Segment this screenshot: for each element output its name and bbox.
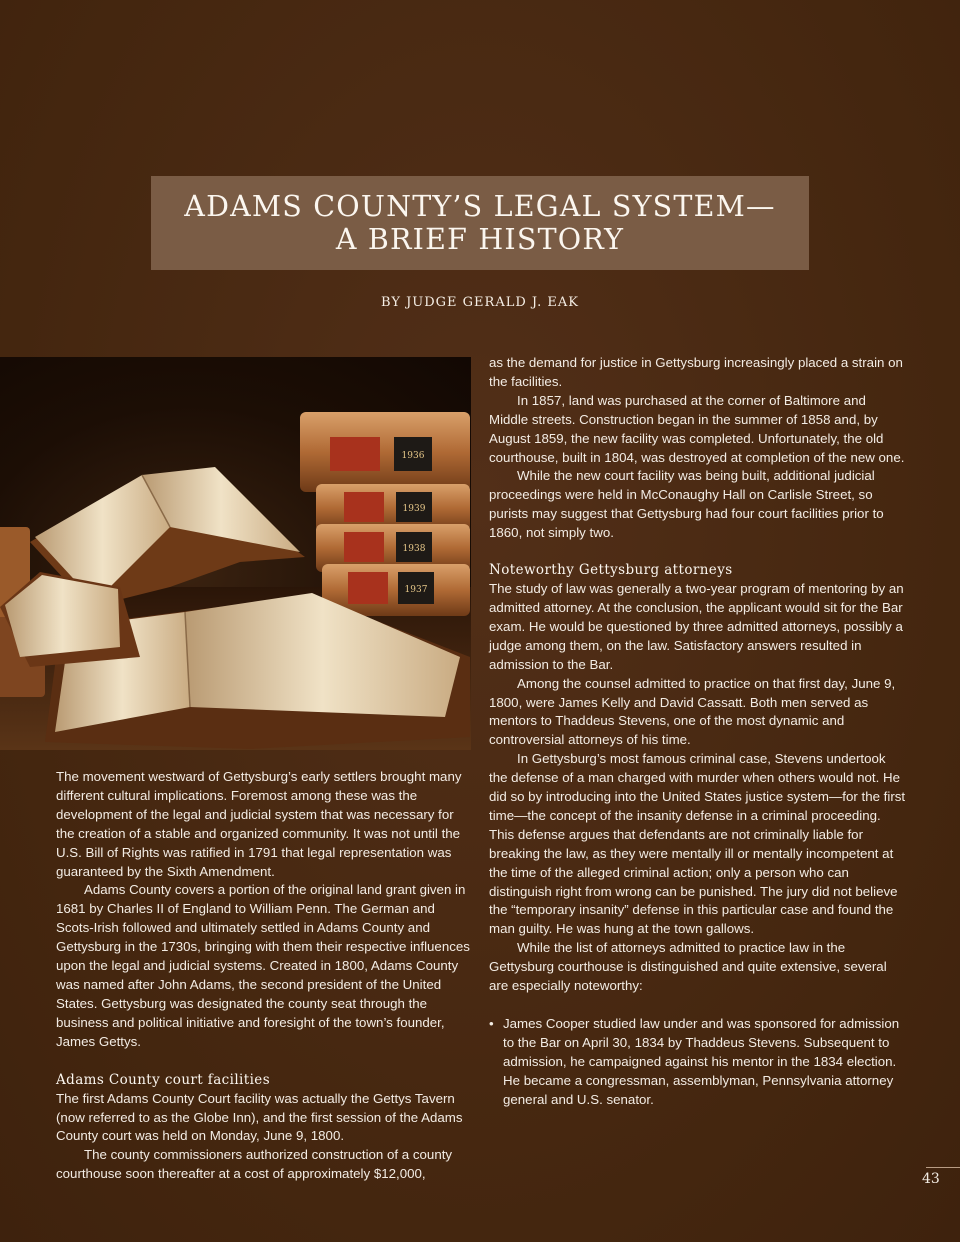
bullet-text: James Cooper studied law under and was sponsored for admission to the Bar on April 30, 1834 by Thaddeus Stevens. Subsequent to admission, he campaigned against his mentor in the 1834 election. He became a congressman, assemblyman, Pennsylvania attorney general and U.S. senator. bbox=[503, 1016, 900, 1107]
section-heading-attorneys: Noteworthy Gettysburg attorneys bbox=[489, 562, 733, 579]
title-banner bbox=[151, 176, 809, 270]
right-paragraph-1: as the demand for justice in Gettysburg increasingly placed a strain on the facilities. bbox=[489, 355, 903, 389]
right-paragraph-5: Among the counsel admitted to practice on that first day, June 9, 1800, were James Kelly and David Cassatt. Both men served as mentors to Thaddeus Stevens, one of the most dynamic and controversial attorneys of his time. bbox=[489, 675, 896, 748]
left-paragraph-3: The first Adams County Court facility was actually the Gettys Tavern (now referred to as the Globe Inn), and the first session of the Adams County court was held on Monday, June 9, 1800. bbox=[56, 1090, 463, 1144]
left-paragraph-4: The county commissioners authorized construction of a county courthouse soon thereafter at a cost of approximately $12,000, bbox=[56, 1147, 453, 1182]
right-paragraph-7: While the list of attorneys admitted to practice law in the Gettysburg courthouse is distinguished and quite extensive, several are especially noteworthy: bbox=[489, 940, 887, 994]
book-stack bbox=[300, 412, 470, 616]
left-paragraph-1: The movement westward of Gettysburg’s early settlers brought many different cultural implications. Foremost among these was the development of the legal and judicial system that was necessary for the creation of a stable and organized community. It was not until the U.S. Bill of Rights was ratified in 1791 that legal representation was guaranteed by the Sixth Amendment. bbox=[56, 769, 462, 879]
bullet-item-james-cooper bbox=[489, 1015, 907, 1110]
article-title-line-2: A BRIEF HISTORY bbox=[335, 223, 625, 256]
left-column bbox=[56, 768, 470, 1184]
article-title-line-1: ADAMS COUNTY’S LEGAL SYSTEM— bbox=[184, 190, 776, 223]
left-paragraph-2: Adams County covers a portion of the original land grant given in 1681 by Charles II of England to William Penn. The German and Scots-Irish followed and ultimately settled in Adams County and Gettysburg in the 1730s, bringing with them their respective influences upon the legal and judicial systems. Created in 1800, Adams County was named after John Adams, the second president of the United States. Gettysburg was designated the county seat through the business and political initiative and foresight of the town’s founder, James Gettys. bbox=[56, 882, 470, 1049]
page-number-rule bbox=[926, 1167, 960, 1168]
law-books-photo bbox=[0, 357, 471, 750]
right-paragraph-6: In Gettysburg’s most famous criminal case, Stevens undertook the defense of a man charged with murder when others would not. He did so by introducing into the United States justice system—for the first time—the concept of the insanity defense in a criminal proceeding. This defense argues that defendants are not criminally liable for breaking the law, as they were mentally ill or mentally incompetent at the time of the alleged criminal action; only a person who can distinguish right from wrong can be punished. The jury did not believe the “temporary insanity” defense in this particular case and found the man guilty. He was hung at the town gallows. bbox=[489, 751, 906, 937]
spine-label-1936: 1936 bbox=[401, 451, 425, 461]
right-column bbox=[489, 354, 907, 1110]
spine-label-1938: 1938 bbox=[402, 544, 426, 554]
author-byline: BY JUDGE GERALD J. EAK bbox=[381, 295, 579, 310]
right-paragraph-2: In 1857, land was purchased at the corner of Baltimore and Middle streets. Construction began in the summer of 1858 and, by August 1859, the new facility was completed. Unfortunately, the old courthouse, built in 1804, was destroyed at completion of the new one. bbox=[489, 392, 905, 465]
section-heading-court-facilities: Adams County court facilities bbox=[56, 1071, 271, 1088]
spine-label-1937: 1937 bbox=[404, 585, 428, 595]
right-paragraph-3: While the new court facility was being built, additional judicial proceedings were held in McConaughy Hall on Carlisle Street, so purists may suggest that Gettysburg had four court facilities prior to 1860, not simply two. bbox=[489, 468, 884, 541]
spine-label-1939: 1939 bbox=[402, 504, 426, 514]
right-paragraph-4: The study of law was generally a two-year program of mentoring by an admitted attorney. At the conclusion, the applicant would sit for the Bar exam. He would be questioned by three admitted attorneys, possibly a judge among them, on the law. Satisfactory answers resulted in admission to the Bar. bbox=[489, 581, 904, 672]
bullet-marker: • bbox=[489, 1016, 494, 1031]
page-number: 43 bbox=[922, 1171, 940, 1187]
